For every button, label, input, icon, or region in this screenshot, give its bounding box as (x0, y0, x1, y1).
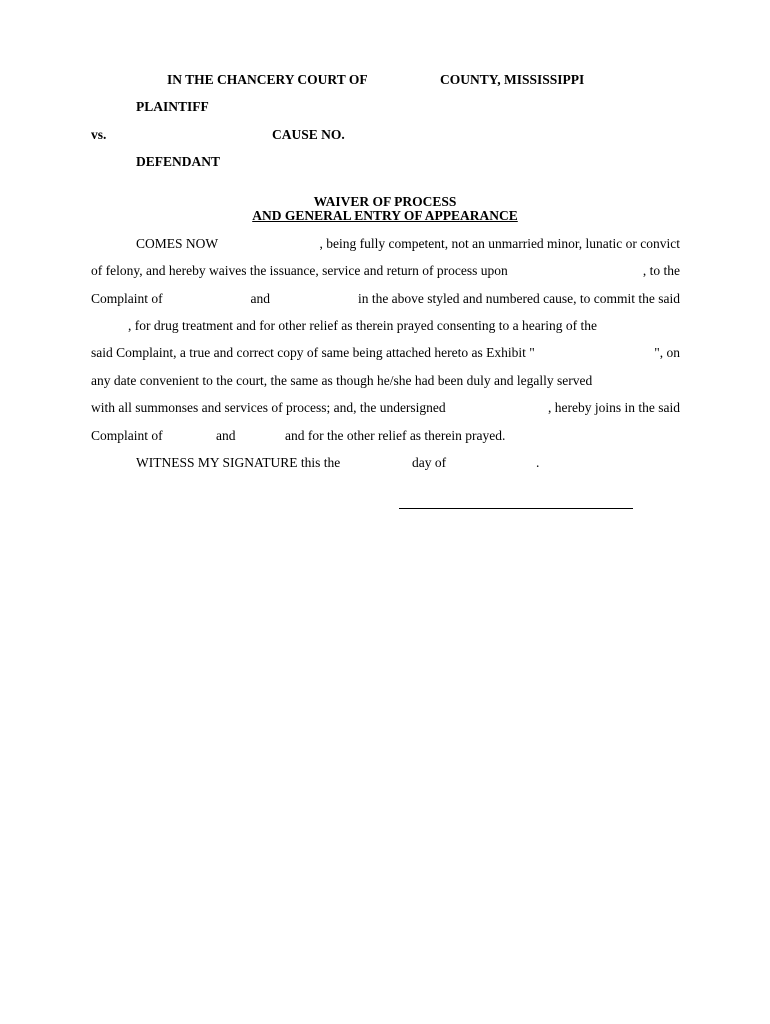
body-text: and (250, 291, 271, 306)
body-line-4 (128, 318, 680, 334)
body-text: COMES NOW (136, 236, 219, 251)
body-line-3 (91, 291, 680, 307)
cause-number-label: CAUSE NO. (272, 127, 345, 142)
signature-line (399, 508, 633, 509)
document-title: WAIVER OF PROCESS (313, 194, 457, 209)
body-text: any date convenient to the court, the same as though he/she had been duly and legally served (91, 373, 593, 388)
versus-label: vs. (91, 127, 107, 142)
body-text: with all summonses and services of process; and, the undersigned (91, 400, 446, 415)
body-line-5 (91, 345, 680, 361)
body-text: , hereby joins in the said (548, 400, 680, 415)
witness-day-of: day of (412, 455, 447, 470)
body-line-8c: and for the other relief as therein prayed. (285, 428, 506, 443)
body-line-1 (136, 236, 680, 252)
body-line-7 (91, 400, 680, 416)
body-line-8b: and (216, 428, 236, 443)
court-name-right: COUNTY, MISSISSIPPI (440, 72, 585, 87)
body-text: , to the (642, 263, 680, 278)
witness-text: WITNESS MY SIGNATURE this the (136, 455, 341, 470)
document-subtitle (0, 209, 770, 223)
court-name-left: IN THE CHANCERY COURT OF (167, 72, 368, 87)
body-text: said Complaint, a true and correct copy of same being attached hereto as Exhibit " (91, 345, 535, 360)
body-text: Complaint of (91, 291, 163, 306)
body-text: , for drug treatment and for other relief as therein prayed consenting to a hearing of the (128, 318, 597, 333)
body-text: , being fully competent, not an unmarried minor, lunatic or convict (319, 236, 680, 251)
witness-period: . (536, 455, 540, 470)
body-text: in the above styled and numbered cause, to commit the said (357, 291, 680, 306)
body-line-6 (91, 373, 680, 389)
body-text: ", on (654, 345, 680, 360)
plaintiff-label: PLAINTIFF (136, 99, 209, 114)
body-line-2 (91, 263, 680, 279)
body-text: of felony, and hereby waives the issuance, service and return of process upon (91, 263, 508, 278)
defendant-label: DEFENDANT (136, 154, 221, 169)
document-subtitle-text: AND GENERAL ENTRY OF APPEARANCE (252, 208, 518, 223)
body-line-8a: Complaint of (91, 428, 163, 443)
